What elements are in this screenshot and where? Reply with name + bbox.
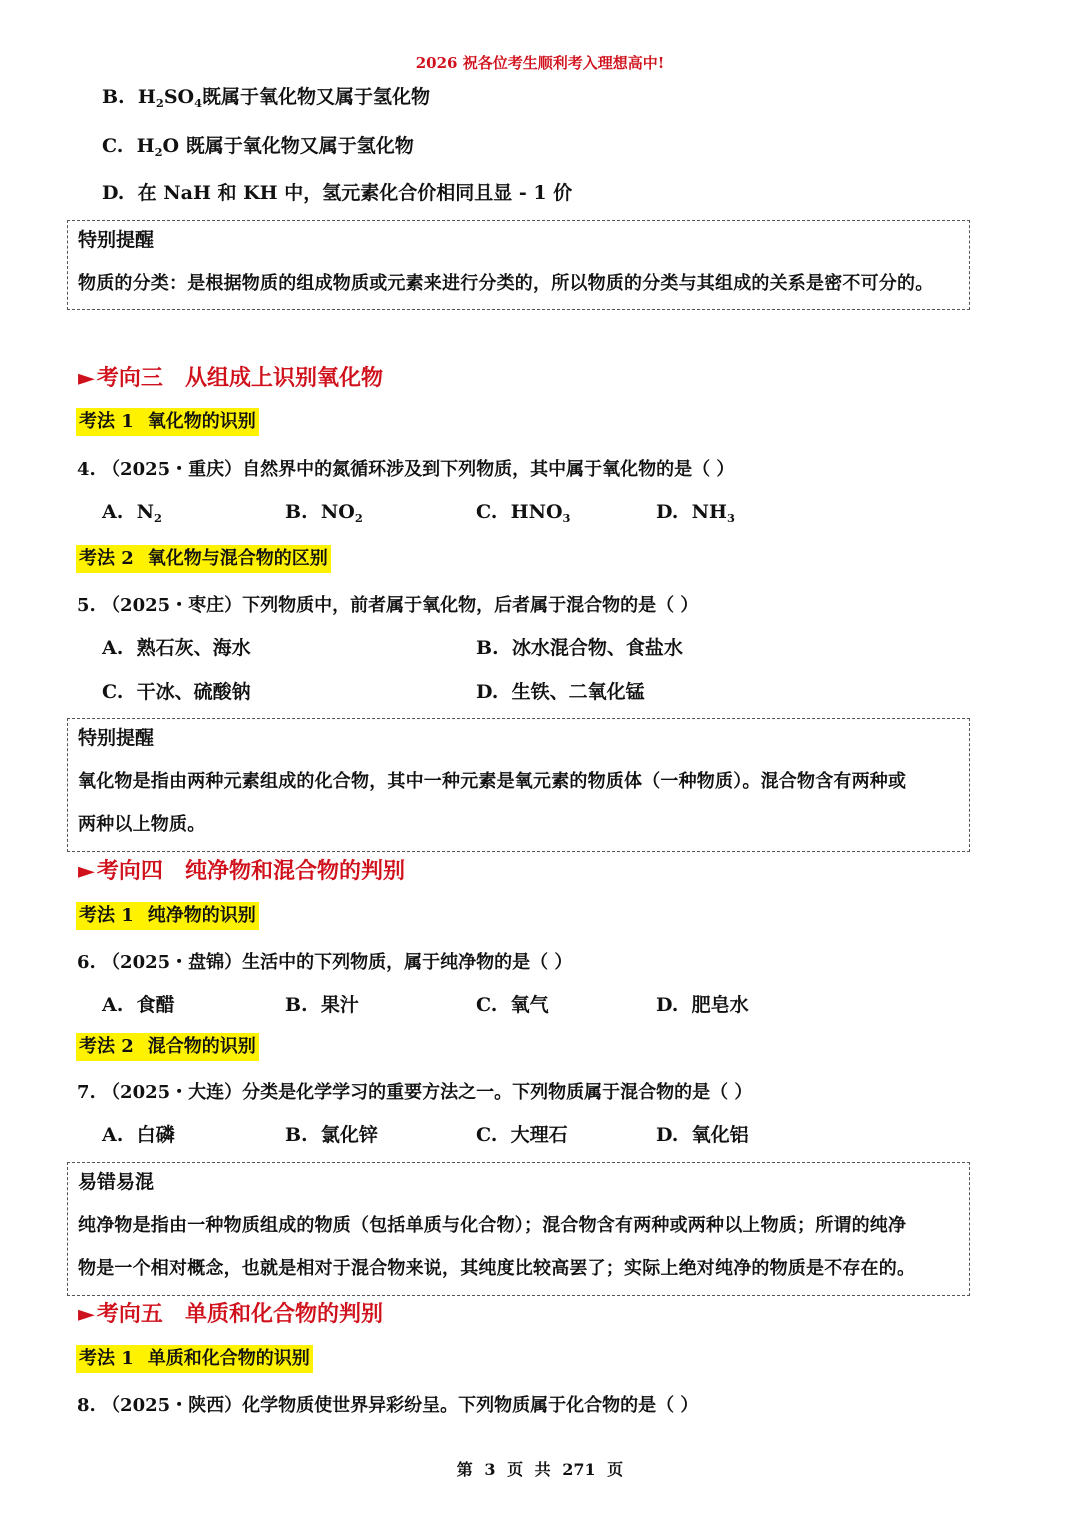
section-title: 纯净物和混合物的判别 (184, 858, 405, 884)
option-letter: D. (476, 681, 499, 703)
option-c (102, 677, 251, 704)
method-title: 纯净物的识别 (147, 905, 256, 926)
reminder-text: 氧化物是指由两种元素组成的化合物，其中一种元素是氧元素的物质体（一种物质）。混合物含有两种或 (78, 771, 907, 792)
option-text: 生铁、二氧化锰 (511, 681, 645, 703)
page-number: 第 3 页 共 271 页 (456, 1460, 624, 1479)
option-c (476, 501, 570, 523)
option-letter: B. (285, 1124, 308, 1146)
method-title: 氧化物与混合物的区别 (147, 548, 328, 569)
section-label: 考向四 (96, 858, 163, 884)
page-header-slogan: 2026 祝各位考生顺利考入理想高中! (415, 54, 665, 72)
method-label: 考法 1 (79, 411, 134, 432)
option-letter: D. (656, 501, 679, 523)
option-letter: C. (102, 135, 124, 157)
formula-subscript: 2 (354, 511, 363, 525)
option-text: 既属于氧化物又属于氢化物 (179, 135, 414, 157)
option-text: 大理石 (510, 1124, 568, 1146)
option-a (102, 1120, 175, 1147)
option-letter: C. (476, 1124, 498, 1146)
method-tag (76, 407, 259, 433)
section-heading (78, 854, 405, 885)
method-title: 氧化物的识别 (147, 411, 256, 432)
method-label: 考法 2 (79, 1036, 134, 1057)
section-heading (78, 1297, 383, 1328)
special-reminder-box (67, 718, 970, 852)
prev-option-b (102, 82, 430, 109)
section-title: 从组成上识别氧化物 (184, 365, 383, 391)
triangle-arrow-icon: ► (78, 1301, 95, 1327)
option-letter: B. (285, 994, 308, 1016)
method-label: 考法 1 (79, 905, 134, 926)
method-tag (76, 544, 331, 570)
reminder-title: 特别提醒 (78, 727, 155, 749)
option-letter: D. (656, 994, 679, 1016)
option-text: 氧气 (510, 994, 549, 1016)
section-label: 考向三 (96, 365, 163, 391)
option-d (476, 677, 645, 704)
option-d (656, 1120, 749, 1147)
formula-subscript: 2 (155, 96, 164, 110)
section-heading (78, 361, 383, 392)
triangle-arrow-icon: ► (78, 365, 95, 391)
reminder-text: 两种以上物质。 (78, 814, 206, 835)
option-d (656, 501, 735, 523)
option-b (285, 990, 359, 1017)
option-letter: D. (102, 182, 125, 204)
option-letter: A. (102, 637, 124, 659)
option-a (102, 501, 162, 523)
option-text: 氧化铝 (691, 1124, 749, 1146)
option-letter: B. (285, 501, 308, 523)
question-stem: 6. （2025・盘锦）生活中的下列物质，属于纯净物的是（ ） (77, 952, 573, 973)
question-stem: 4. （2025・重庆）自然界中的氮循环涉及到下列物质，其中属于氧化物的是（ ） (77, 459, 735, 480)
prev-option-d (102, 178, 572, 205)
option-letter: A. (102, 501, 124, 523)
method-tag (76, 1032, 259, 1058)
method-title: 混合物的识别 (147, 1036, 256, 1057)
option-text: 肥皂水 (691, 994, 749, 1016)
triangle-arrow-icon: ► (78, 858, 95, 884)
formula-part: H (137, 86, 156, 108)
formula-part: HNO (510, 501, 563, 523)
option-text: 熟石灰、海水 (136, 637, 251, 659)
formula-subscript: 2 (153, 511, 162, 525)
option-b (285, 501, 363, 523)
option-text: 在 NaH 和 KH 中，氢元素化合价相同且显 - 1 价 (137, 182, 573, 204)
method-label: 考法 1 (79, 1348, 134, 1369)
formula-subscript: 2 (154, 145, 163, 159)
option-text: 食醋 (136, 994, 175, 1016)
section-title: 单质和化合物的判别 (184, 1301, 383, 1327)
section-label: 考向五 (96, 1301, 163, 1327)
prev-option-c (102, 131, 414, 158)
option-c (476, 1120, 568, 1147)
pitfall-text: 纯净物是指由一种物质组成的物质（包括单质与化合物）；混合物含有两种或两种以上物质；所谓的纯净 (78, 1215, 907, 1236)
formula-part: SO (163, 86, 195, 108)
option-a (102, 990, 175, 1017)
option-text: 干冰、硫酸钠 (136, 681, 251, 703)
option-text: 白磷 (136, 1124, 175, 1146)
formula-part: H (136, 135, 155, 157)
question-stem: 7. （2025・大连）分类是化学学习的重要方法之一。下列物质属于混合物的是（ ） (77, 1082, 753, 1103)
option-b (285, 1120, 378, 1147)
formula-subscript: 4 (194, 96, 203, 110)
method-tag (76, 1344, 313, 1370)
option-letter: D. (656, 1124, 679, 1146)
option-letter: C. (476, 994, 498, 1016)
option-letter: C. (476, 501, 498, 523)
option-b (476, 633, 683, 660)
method-title: 单质和化合物的识别 (147, 1348, 310, 1369)
option-text: 果汁 (320, 994, 359, 1016)
option-letter: A. (102, 994, 124, 1016)
formula-part: N (136, 501, 154, 523)
option-text: 既属于氧化物又属于氢化物 (202, 86, 431, 108)
option-text: 氯化锌 (320, 1124, 378, 1146)
reminder-text: 物质的分类：是根据物质的组成物质或元素来进行分类的，所以物质的分类与其组成的关系是密不可分的。 (78, 273, 934, 294)
question-stem: 8. （2025・陕西）化学物质使世界异彩纷呈。下列物质属于化合物的是（ ） (77, 1395, 699, 1416)
pitfall-text: 物是一个相对概念，也就是相对于混合物来说，其纯度比较高罢了；实际上绝对纯净的物质是不存在的。 (78, 1258, 916, 1279)
formula-part: NO (320, 501, 355, 523)
formula-subscript: 3 (562, 511, 571, 525)
option-text: 冰水混合物、食盐水 (511, 637, 683, 659)
option-d (656, 990, 749, 1017)
option-c (476, 990, 549, 1017)
option-letter: A. (102, 1124, 124, 1146)
method-label: 考法 2 (79, 548, 134, 569)
question-stem: 5. （2025・枣庄）下列物质中，前者属于氧化物，后者属于混合物的是（ ） (77, 595, 699, 616)
formula-part: NH (691, 501, 727, 523)
option-letter: B. (476, 637, 499, 659)
formula-part: O (162, 135, 180, 157)
formula-subscript: 3 (726, 511, 735, 525)
reminder-title: 特别提醒 (78, 229, 155, 251)
option-letter: C. (102, 681, 124, 703)
option-letter: B. (102, 86, 125, 108)
option-a (102, 633, 251, 660)
special-reminder-box (67, 220, 970, 310)
method-tag (76, 901, 259, 927)
pitfall-title: 易错易混 (78, 1171, 155, 1193)
pitfall-box (67, 1162, 970, 1296)
